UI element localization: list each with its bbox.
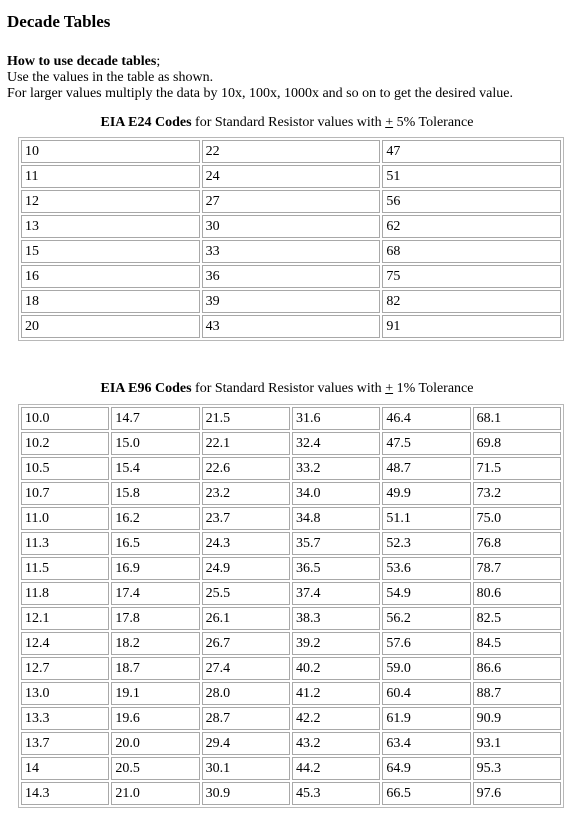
table-cell: 36.5 [292,557,380,580]
e96-caption-plus-minus: + [385,381,394,396]
table-cell: 11.0 [21,507,109,530]
table-cell: 19.6 [111,707,199,730]
table-cell: 21.5 [202,407,290,430]
table-cell: 90.9 [473,707,561,730]
table-cell: 56.2 [382,607,470,630]
e96-table-caption [0,381,574,397]
table-cell: 16.9 [111,557,199,580]
table-cell: 69.8 [473,432,561,455]
table-cell: 68.1 [473,407,561,430]
table-row [21,140,561,163]
table-cell: 45.3 [292,782,380,805]
table-cell: 51 [382,165,561,188]
table-cell: 13.7 [21,732,109,755]
table-cell: 42.2 [292,707,380,730]
table-cell: 11.5 [21,557,109,580]
e96-caption-tolerance: 1% Tolerance [393,381,474,396]
table-cell: 11.8 [21,582,109,605]
table-cell: 15.0 [111,432,199,455]
table-cell: 28.0 [202,682,290,705]
table-cell: 49.9 [382,482,470,505]
table-row [21,657,561,680]
table-cell: 25.5 [202,582,290,605]
table-cell: 59.0 [382,657,470,680]
table-cell: 71.5 [473,457,561,480]
table-cell: 22 [202,140,381,163]
table-cell: 54.9 [382,582,470,605]
table-row [21,682,561,705]
usage-instructions [7,54,513,102]
table-cell: 76.8 [473,532,561,555]
table-cell: 39 [202,290,381,313]
usage-line-2: For larger values multiply the data by 10x, 100x, 1000x and so on to get the desired value. [7,86,513,101]
table-cell: 73.2 [473,482,561,505]
table-row [21,607,561,630]
table-cell: 10.7 [21,482,109,505]
table-cell: 78.7 [473,557,561,580]
table-cell: 68 [382,240,561,263]
table-cell: 18 [21,290,200,313]
table-cell: 22.1 [202,432,290,455]
table-cell: 17.4 [111,582,199,605]
table-cell: 53.6 [382,557,470,580]
table-cell: 60.4 [382,682,470,705]
table-row [21,482,561,505]
table-cell: 37.4 [292,582,380,605]
table-row [21,457,561,480]
table-cell: 43.2 [292,732,380,755]
table-cell: 39.2 [292,632,380,655]
table-cell: 51.1 [382,507,470,530]
table-cell: 27.4 [202,657,290,680]
table-cell: 20.5 [111,757,199,780]
table-cell: 43 [202,315,381,338]
e24-caption-text: for Standard Resistor values with [191,115,386,130]
usage-line-1: Use the values in the table as shown. [7,70,214,85]
table-row [21,532,561,555]
table-cell: 75.0 [473,507,561,530]
table-row [21,265,561,288]
table-cell: 86.6 [473,657,561,680]
table-cell: 16.2 [111,507,199,530]
table-row [21,165,561,188]
table-cell: 34.0 [292,482,380,505]
table-cell: 44.2 [292,757,380,780]
e24-caption-plus-minus: + [385,115,394,130]
page-title: Decade Tables [7,12,111,31]
table-cell: 14 [21,757,109,780]
table-cell: 13.3 [21,707,109,730]
table-row [21,507,561,530]
table-cell: 62 [382,215,561,238]
table-cell: 12 [21,190,200,213]
table-cell: 24.3 [202,532,290,555]
table-cell: 21.0 [111,782,199,805]
table-cell: 46.4 [382,407,470,430]
table-cell: 14.7 [111,407,199,430]
table-cell: 57.6 [382,632,470,655]
table-cell: 10 [21,140,200,163]
table-row [21,557,561,580]
table-cell: 88.7 [473,682,561,705]
table-cell: 82.5 [473,607,561,630]
e96-table [18,404,564,808]
table-cell: 26.7 [202,632,290,655]
table-cell: 29.4 [202,732,290,755]
table-row [21,240,561,263]
table-cell: 63.4 [382,732,470,755]
table-cell: 56 [382,190,561,213]
usage-heading: How to use decade tables [7,54,157,69]
table-cell: 93.1 [473,732,561,755]
table-row [21,732,561,755]
table-cell: 11.3 [21,532,109,555]
usage-heading-line [7,54,513,70]
table-cell: 24 [202,165,381,188]
table-cell: 10.2 [21,432,109,455]
e24-caption-tolerance: 5% Tolerance [393,115,474,130]
table-cell: 97.6 [473,782,561,805]
table-cell: 52.3 [382,532,470,555]
table-cell: 40.2 [292,657,380,680]
e24-table [18,137,564,341]
table-row [21,190,561,213]
table-row [21,582,561,605]
table-cell: 16.5 [111,532,199,555]
table-cell: 38.3 [292,607,380,630]
table-cell: 16 [21,265,200,288]
table-cell: 35.7 [292,532,380,555]
table-row [21,407,561,430]
table-cell: 12.7 [21,657,109,680]
table-cell: 23.2 [202,482,290,505]
table-cell: 31.6 [292,407,380,430]
table-cell: 34.8 [292,507,380,530]
table-cell: 20 [21,315,200,338]
table-cell: 18.2 [111,632,199,655]
table-cell: 13.0 [21,682,109,705]
table-row [21,290,561,313]
table-cell: 47 [382,140,561,163]
table-cell: 22.6 [202,457,290,480]
table-cell: 33 [202,240,381,263]
table-cell: 91 [382,315,561,338]
table-cell: 30 [202,215,381,238]
e24-caption-title: EIA E24 Codes [100,115,192,130]
table-cell: 19.1 [111,682,199,705]
table-row [21,707,561,730]
table-cell: 61.9 [382,707,470,730]
e96-table-body [21,407,561,805]
table-cell: 30.9 [202,782,290,805]
table-cell: 26.1 [202,607,290,630]
table-cell: 15.4 [111,457,199,480]
table-cell: 80.6 [473,582,561,605]
table-cell: 32.4 [292,432,380,455]
table-cell: 47.5 [382,432,470,455]
table-cell: 28.7 [202,707,290,730]
table-cell: 10.5 [21,457,109,480]
table-cell: 30.1 [202,757,290,780]
table-cell: 23.7 [202,507,290,530]
table-cell: 27 [202,190,381,213]
table-cell: 15.8 [111,482,199,505]
table-cell: 17.8 [111,607,199,630]
table-cell: 12.4 [21,632,109,655]
table-cell: 20.0 [111,732,199,755]
table-cell: 10.0 [21,407,109,430]
table-cell: 64.9 [382,757,470,780]
table-cell: 75 [382,265,561,288]
table-cell: 33.2 [292,457,380,480]
table-cell: 14.3 [21,782,109,805]
e96-caption-text: for Standard Resistor values with [191,381,386,396]
table-cell: 11 [21,165,200,188]
table-cell: 18.7 [111,657,199,680]
table-row [21,432,561,455]
table-cell: 12.1 [21,607,109,630]
table-cell: 36 [202,265,381,288]
table-row [21,215,561,238]
usage-heading-suffix: ; [156,54,161,69]
e24-table-body [21,140,561,338]
table-row [21,757,561,780]
table-cell: 82 [382,290,561,313]
e24-table-caption [0,115,574,131]
e96-caption-title: EIA E96 Codes [100,381,192,396]
table-cell: 84.5 [473,632,561,655]
table-cell: 48.7 [382,457,470,480]
table-row [21,632,561,655]
table-row [21,315,561,338]
table-cell: 15 [21,240,200,263]
table-cell: 13 [21,215,200,238]
table-cell: 24.9 [202,557,290,580]
table-cell: 95.3 [473,757,561,780]
table-row [21,782,561,805]
table-cell: 41.2 [292,682,380,705]
table-cell: 66.5 [382,782,470,805]
